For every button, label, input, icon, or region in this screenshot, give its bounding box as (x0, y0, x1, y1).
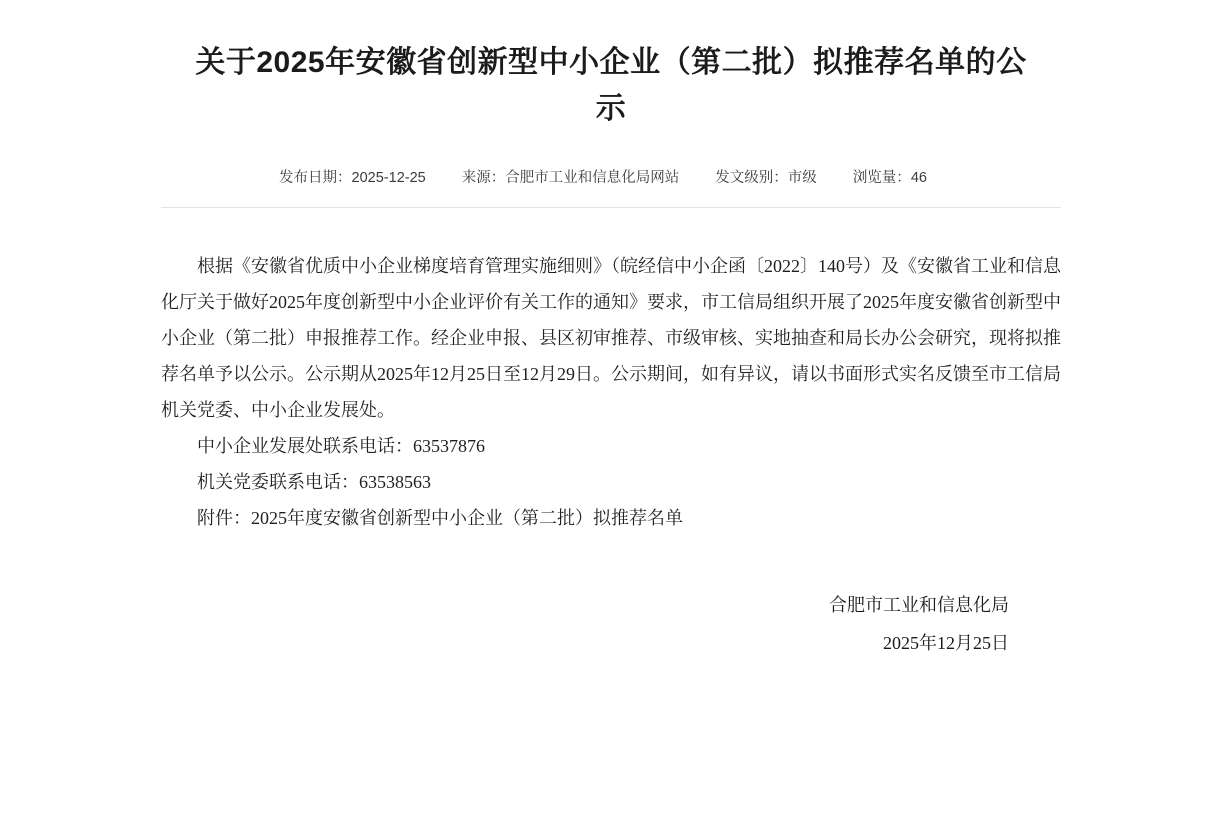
meta-source-value: 合肥市工业和信息化局网站 (505, 170, 680, 186)
page-title: 关于2025年安徽省创新型中小企业（第二批）拟推荐名单的公示 (195, 46, 1027, 125)
article-meta (161, 166, 1061, 208)
meta-source (462, 166, 680, 187)
signature-organization: 合肥市工业和信息化局 (829, 595, 1009, 615)
body-paragraph: 机关党委联系电话：63538563 (197, 472, 431, 492)
meta-publish-date-label: 发布日期： (279, 170, 352, 186)
meta-source-label: 来源： (461, 170, 506, 186)
signature-date: 2025年12月25日 (883, 633, 1009, 653)
meta-publish-date-value: 2025-12-25 (351, 170, 426, 186)
meta-views-value: 46 (910, 170, 927, 186)
body-paragraph: 中小企业发展处联系电话：63537876 (197, 436, 485, 456)
meta-level (715, 166, 817, 187)
article-container (161, 0, 1061, 662)
signature-block (161, 586, 1061, 662)
body-paragraph: 根据《安徽省优质中小企业梯度培育管理实施细则》（皖经信中小企函〔2022〕140号）及《安徽省工业和信息化厅关于做好2025年度创新型中小企业评价有关工作的通知》要求，市工信局组织开展了2025年度安徽省创新型中小企业（第二批）申报推荐工作。经企业申报、县区初审推荐、市级审核、实地抽查和局长办公会研究，现将拟推荐名单予以公示。公示期从2025年12月25日至12月29日。公示期间，如有异议，请以书面形式实名反馈至市工信局机关党委、中小企业发展处。 (161, 256, 1061, 420)
article-body (161, 248, 1061, 536)
meta-level-label: 发文级别： (715, 170, 788, 186)
meta-publish-date (279, 166, 426, 187)
meta-level-value: 市级 (787, 170, 817, 186)
meta-views-label: 浏览量： (852, 170, 911, 186)
attachment-line: 附件：2025年度安徽省创新型中小企业（第二批）拟推荐名单 (197, 508, 683, 528)
meta-views (853, 166, 927, 187)
